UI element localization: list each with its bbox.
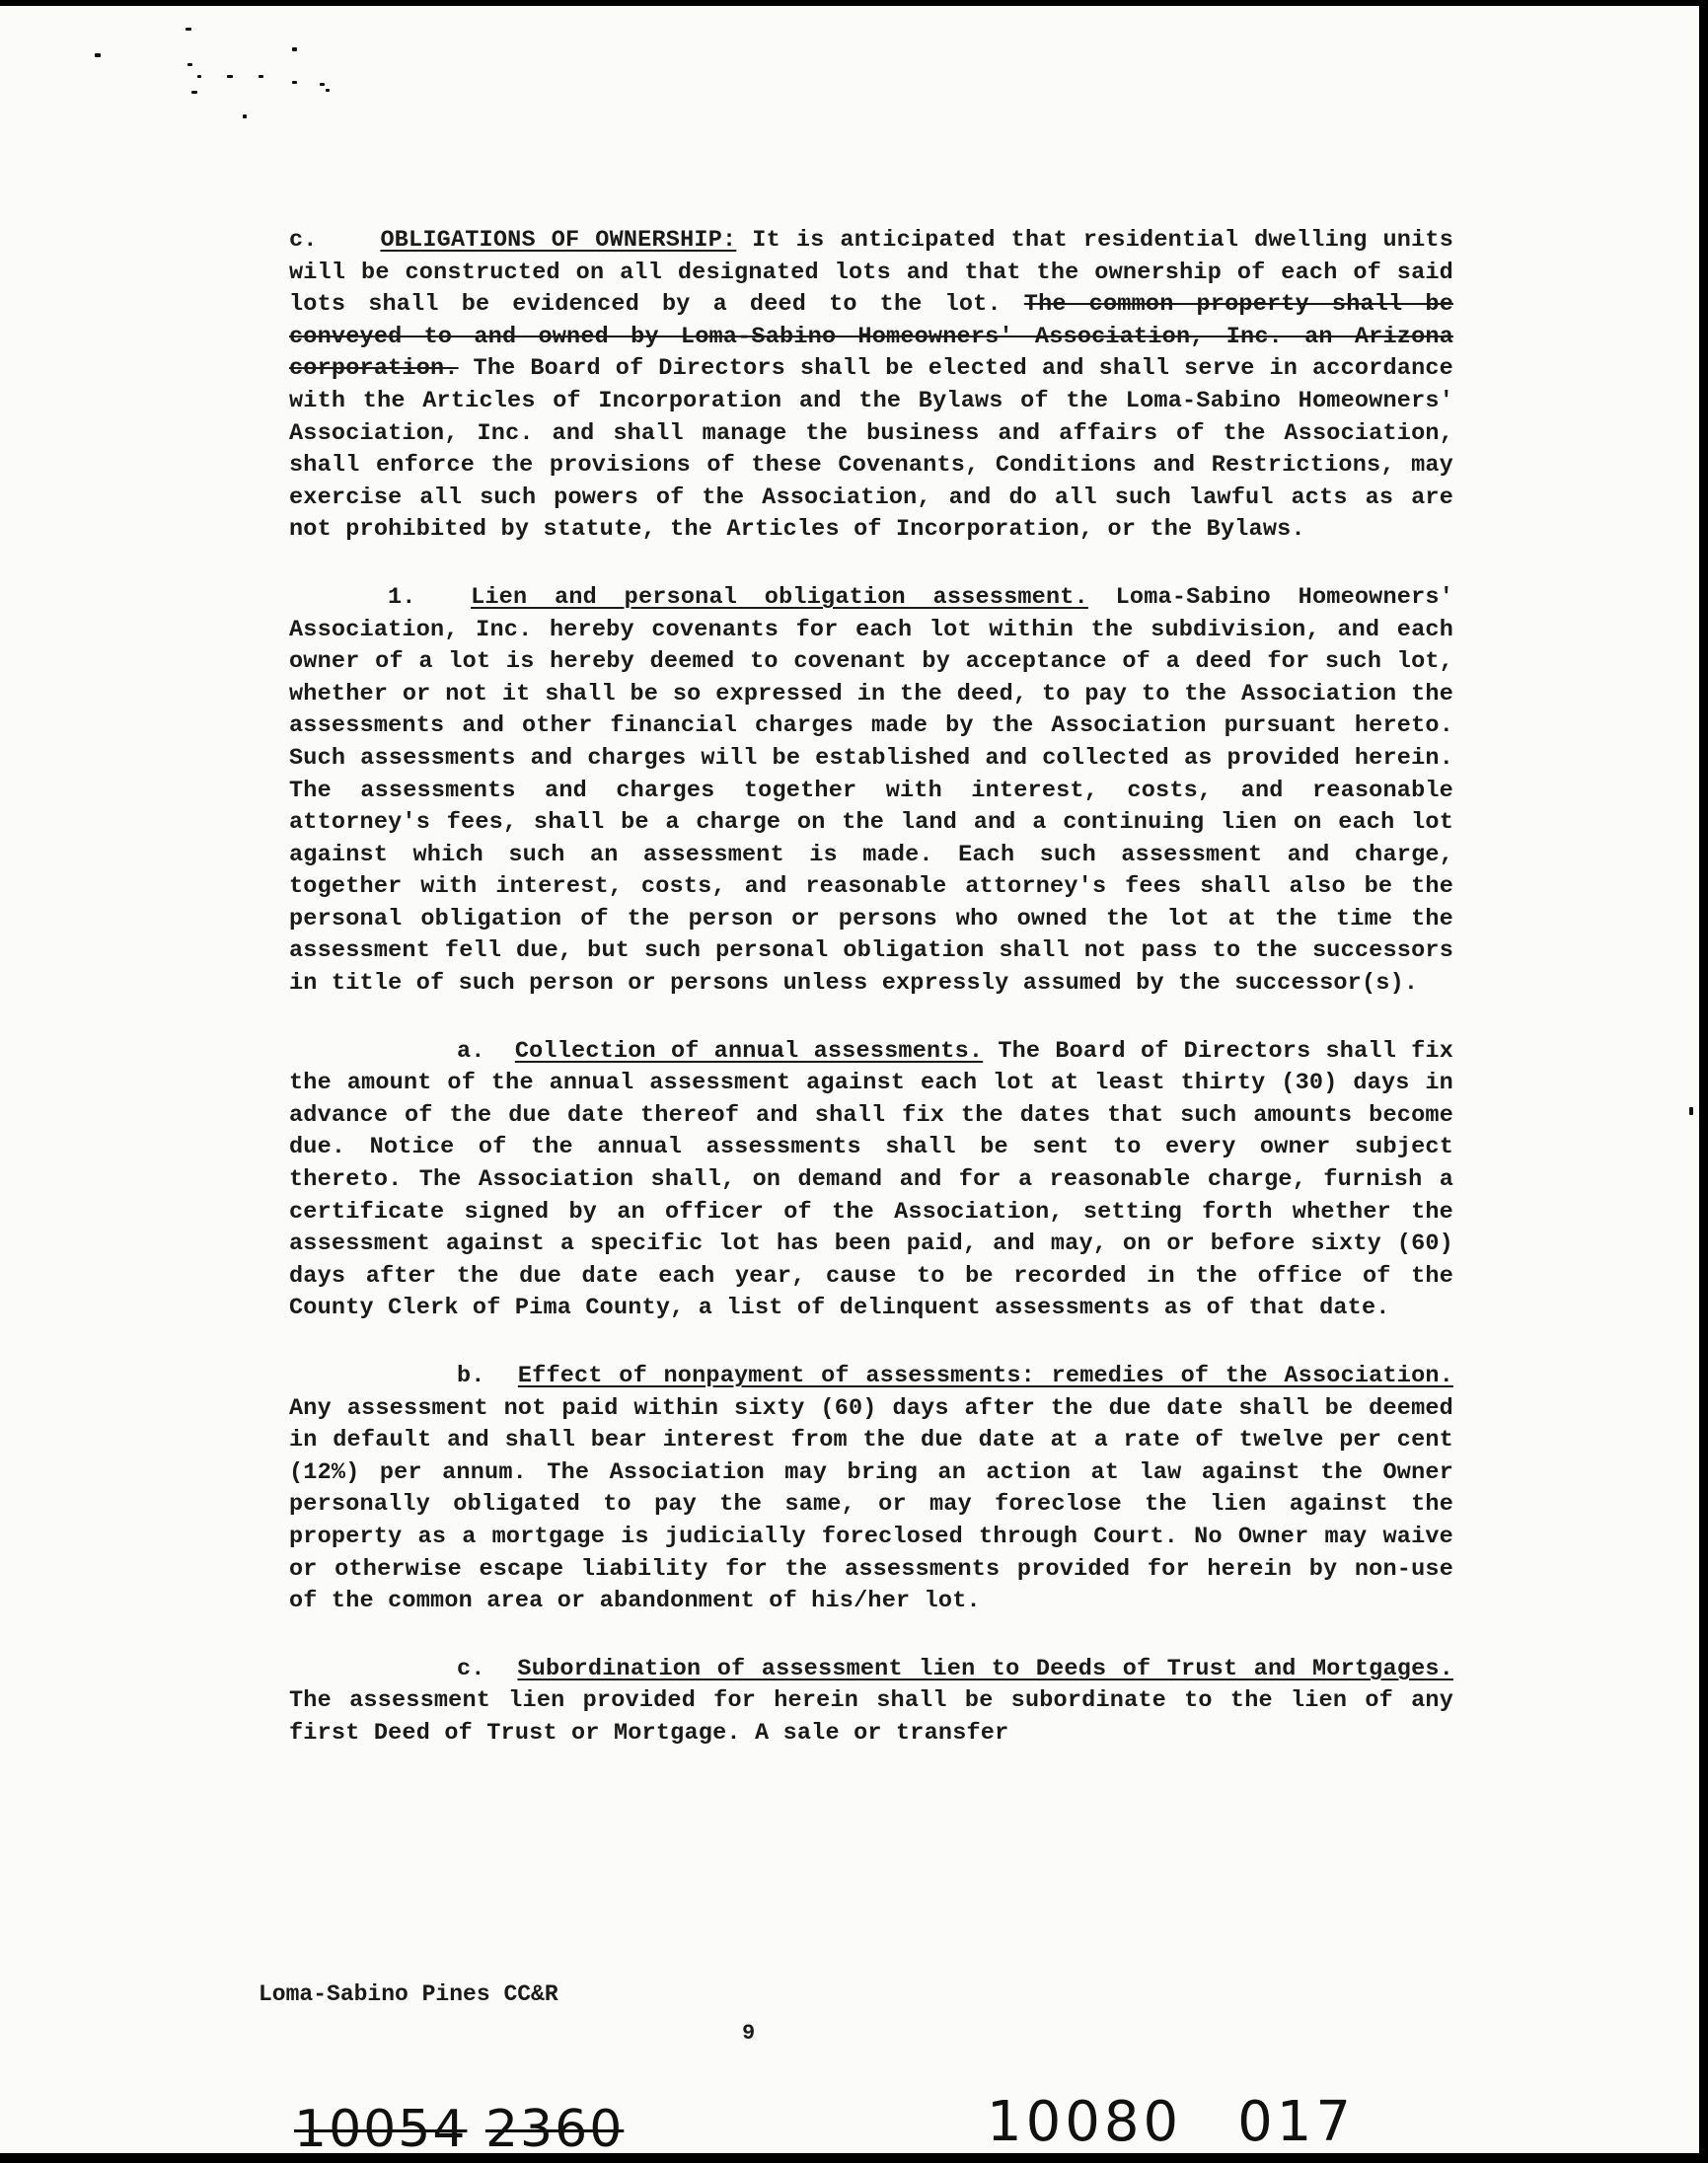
scan-speck [292,47,297,51]
section-c2-label: c. [457,1655,485,1682]
scan-speck [227,75,233,78]
section-c-text-continued: The Board of Directors shall be elected and shall serve in accordance with the Articles of Incorporation and the Bylaws of the Loma-Sabino Homeowners' Association, Inc. and shall manage the business and affairs of the Association, shall enforce the provisions of these Covenants, Conditions and Restrictions, may exercise all such powers of the Association, and do all such lawful acts as are not prohibited by statute, the Articles of Incorporation, or the Bylaws. [289,355,1453,544]
scan-speck [292,81,297,84]
scan-speck [326,89,330,92]
section-c2-heading: Subordination of assessment lien to Deeds of Trust and Mortgages. [517,1655,1453,1682]
scan-speck [191,91,197,94]
section-a-collection [289,1036,1453,1325]
section-a-heading: Collection of annual assessments. [514,1037,984,1065]
old-book-number: 10054 [294,2100,468,2153]
section-b-heading: Effect of nonpayment of assessments: remedies of the Association. [517,1363,1453,1389]
scan-speck [95,53,101,57]
recording-stamp [987,2090,1355,2153]
section-c-obligations [289,225,1453,547]
section-c-label: c. [289,227,318,254]
section-1-label: 1. [388,583,416,611]
book-number: 10080 [987,2090,1183,2153]
scan-speck [320,83,325,86]
recording-page-number: 017 [1237,2090,1356,2153]
section-b-label: b. [457,1363,485,1389]
section-b-body: Any assessment not paid within sixty (60) days after the due date shall be deemed in default and shall bear interest from the due date at a rate of twelve per cent (12%) per annum. The Association may bring an action at law against the Owner personally obligated to pay the same, or may foreclose the lien against the property as a mortgage is judicially foreclosed through Court. No Owner may waive or otherwise escape liability for the assessments provided for herein by non-use of the common area or abandonment of his/her lot. [289,1394,1453,1615]
section-c-subordination [289,1654,1453,1751]
scan-speck [186,28,191,31]
old-recording-stamp [294,2100,624,2153]
scan-speck [187,63,192,66]
scan-speck [243,114,247,118]
scan-speck [259,75,263,78]
scan-speck [197,75,201,78]
section-1-lien [289,582,1453,1001]
section-c-struck-text: The common property shall be conveyed to and owned by Loma-Sabino Homeowners' Association, Inc. an Arizona corporation. [289,291,1453,383]
document-body [289,225,1453,1751]
section-b-nonpayment [289,1361,1453,1618]
section-c2-body: The assessment lien provided for herein shall be subordinate to the lien of any first Deed of Trust or Mortgage. A sale or transfer [289,1687,1453,1747]
footer-document-title: Loma-Sabino Pines CC&R [259,1981,558,2007]
scan-speck [1689,1107,1693,1115]
section-a-body: The Board of Directors shall fix the amount of the annual assessment against each lot at least thirty (30) days in advance of the due date thereof and shall fix the dates that such amounts become due. Notice of the annual assessments shall be sent to every owner subject thereto. The Association shall, on demand and for a reasonable charge, furnish a certificate signed by an officer of the Association, setting forth whether the assessment against a specific lot has been paid, and may, on or before sixty (60) days after the due date each year, cause to be recorded in the office of the County Clerk of Pima County, a list of delinquent assessments as of that date. [289,1037,1454,1322]
section-c-heading: OBLIGATIONS OF OWNERSHIP: [380,227,737,254]
section-1-body: Loma-Sabino Homeowners' Association, Inc. hereby covenants for each lot within the subdivision, and each owner of a lot is hereby deemed to covenant by acceptance of a deed for such lot, whether or not it shall be so expressed in the deed, to pay to the Association the assessments and other financial charges made by the Association pursuant hereto. Such assessments and charges will be established and collected as provided herein. The assessments and charges together with interest, costs, and reasonable attorney's fees, shall be a charge on the land and a continuing lien on each lot against which such an assessment is made. Each such assessment and charge, together with interest, costs, and reasonable attorney's fees shall also be the personal obligation of the person or persons who owned the lot at the time the assessment fell due, but such personal obligation shall not pass to the successors in title of such person or persons unless expressly assumed by the successor(s). [289,583,1454,998]
section-1-heading: Lien and personal obligation assessment. [471,583,1088,611]
section-a-label: a. [457,1037,485,1065]
scanned-page [0,6,1699,2153]
page-number: 9 [742,2021,756,2046]
section-c-text: It is anticipated that residential dwelling units will be constructed on all designated lots and that the ownership of each of said lots shall be evidenced by a deed to the lot. [289,227,1453,319]
old-page-number: 2360 [484,2100,625,2153]
